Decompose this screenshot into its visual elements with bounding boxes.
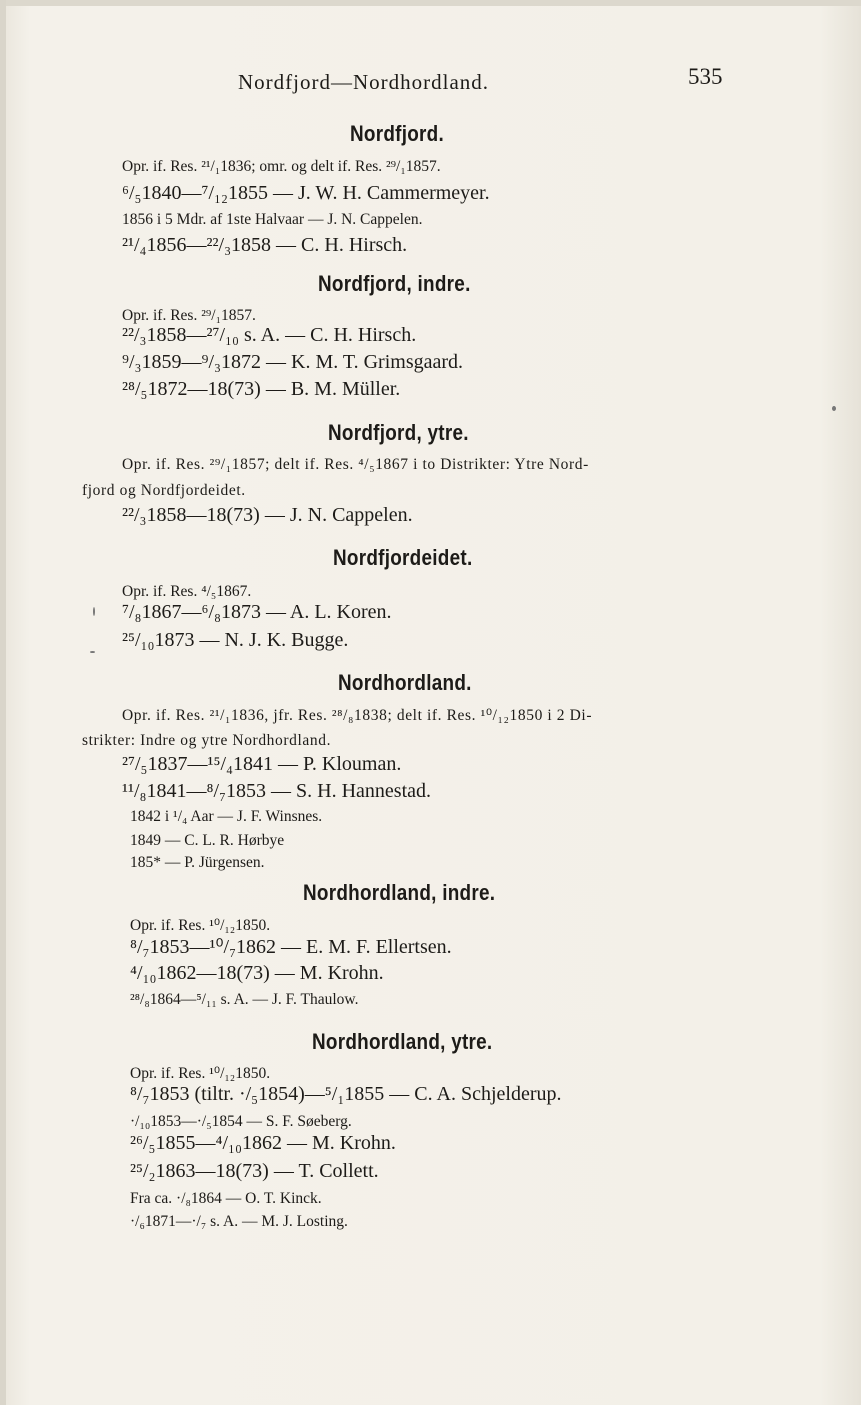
list-item: ²²/₃1858—²⁷/₁₀ s. A. — C. H. Hirsch.	[122, 324, 417, 346]
list-item: ·/₁₀1853—·/₅1854 — S. F. Søeberg.	[130, 1113, 352, 1130]
section-heading-nordfjord: Nordfjord.	[350, 121, 445, 146]
ink-speck	[90, 651, 95, 653]
list-item: ²⁷/₅1837—¹⁵/₄1841 — P. Klouman.	[122, 753, 402, 775]
section-heading-nordfjordeidet: Nordfjordeidet.	[333, 545, 473, 570]
page-number: 535	[688, 64, 723, 89]
section-heading-nordhordland: Nordhordland.	[338, 670, 472, 695]
section-heading-nordhordland-indre: Nordhordland, indre.	[303, 880, 496, 905]
ink-speck	[93, 607, 95, 616]
list-item: Opr. if. Res. ¹⁰/₁₂1850.	[130, 1065, 271, 1082]
list-item: Opr. if. Res. ²⁹/₁1857.	[122, 307, 256, 324]
page-top-edge	[0, 0, 861, 6]
list-item: Opr. if. Res. ²¹/₁1836; omr. og delt if. Res. ²⁹/₁1857.	[122, 158, 441, 175]
list-item: Opr. if. Res. ⁴/₅1867.	[122, 583, 252, 600]
list-item: 185* — P. Jürgensen.	[130, 854, 265, 871]
section-heading-nordfjord-indre: Nordfjord, indre.	[318, 271, 471, 296]
list-item: Fra ca. ·/₈1864 — O. T. Kinck.	[130, 1190, 322, 1207]
list-item: ⁷/₈1867—⁶/₈1873 — A. L. Koren.	[122, 601, 392, 623]
list-item: strikter: Indre og ytre Nordhordland.	[82, 732, 332, 749]
section-heading-nordhordland-ytre: Nordhordland, ytre.	[312, 1029, 493, 1054]
list-item: ⁹/₃1859—⁹/₃1872 — K. M. T. Grimsgaard.	[122, 351, 464, 373]
running-title: Nordfjord—Nordhordland.	[238, 70, 490, 94]
list-item: ²¹/₄1856—²²/₃1858 — C. H. Hirsch.	[122, 234, 408, 256]
list-item: ²⁸/₅1872—18(73) — B. M. Müller.	[122, 378, 401, 400]
list-item: ²⁵/₁₀1873 — N. J. K. Bugge.	[122, 629, 349, 651]
list-item: ⁶/₅1840—⁷/₁₂1855 — J. W. H. Cammermeyer.	[122, 182, 490, 204]
list-item: fjord og Nordfjordeidet.	[82, 482, 246, 499]
list-item: ⁸/₇1853—¹⁰/₇1862 — E. M. F. Ellertsen.	[130, 936, 452, 958]
list-item: 1842 i ¹/₄ Aar — J. F. Winsnes.	[130, 808, 323, 825]
section-heading-nordfjord-ytre: Nordfjord, ytre.	[328, 420, 469, 445]
list-item: Opr. if. Res. ¹⁰/₁₂1850.	[130, 917, 271, 934]
list-item: ²⁵/₂1863—18(73) — T. Collett.	[130, 1160, 379, 1182]
page-left-edge	[0, 0, 6, 1405]
list-item: 1856 i 5 Mdr. af 1ste Halvaar — J. N. Cappelen.	[122, 211, 423, 228]
list-item: ²⁶/₅1855—⁴/₁₀1862 — M. Krohn.	[130, 1132, 396, 1154]
list-item: Opr. if. Res. ²¹/₁1836, jfr. Res. ²⁸/₈1838; delt if. Res. ¹⁰/₁₂1850 i 2 Di-	[122, 707, 593, 724]
list-item: Opr. if. Res. ²⁹/₁1857; delt if. Res. ⁴/₅1867 i to Distrikter: Ytre Nord-	[122, 456, 589, 473]
list-item: ⁴/₁₀1862—18(73) — M. Krohn.	[130, 962, 384, 984]
list-item: ²²/₃1858—18(73) — J. N. Cappelen.	[122, 504, 413, 526]
list-item: 1849 — C. L. R. Hørbye	[130, 832, 285, 849]
list-item: ⁸/₇1853 (tiltr. ·/₅1854)—⁵/₁1855 — C. A. Schjelderup.	[130, 1083, 562, 1105]
list-item: ²⁸/₈1864—⁵/₁₁ s. A. — J. F. Thaulow.	[130, 991, 359, 1008]
list-item: ¹¹/₈1841—⁸/₇1853 — S. H. Hannestad.	[122, 780, 432, 802]
list-item: ·/₆1871—·/₇ s. A. — M. J. Losting.	[130, 1213, 348, 1230]
ink-speck	[832, 406, 836, 411]
